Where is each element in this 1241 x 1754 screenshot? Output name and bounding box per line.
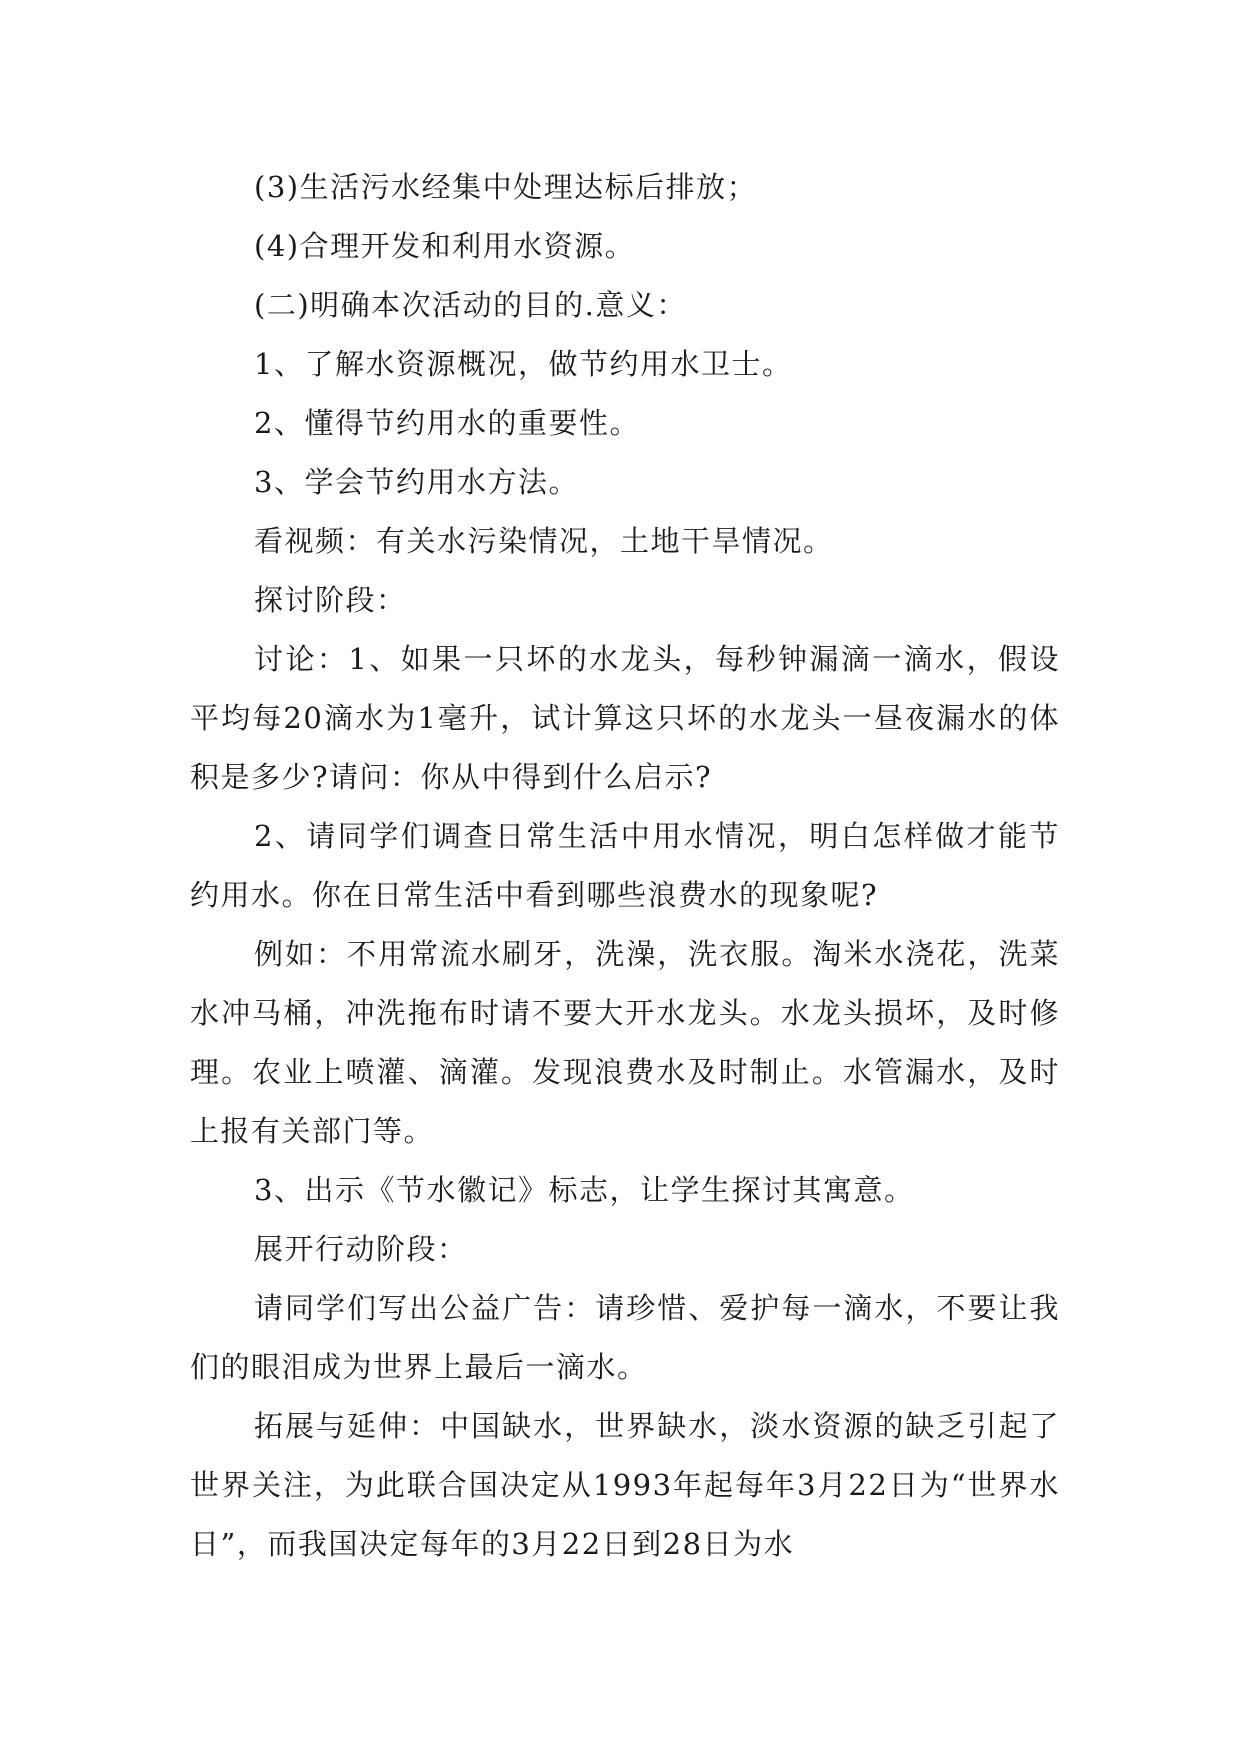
paragraph-examples: 例如：不用常流水刷牙，洗澡，洗衣服。淘米水浇花，洗菜水冲马桶，冲洗拖布时请不要大开水龙头。水龙头损坏，及时修理。农业上喷灌、滴灌。发现浪费水及时制止。水管漏水，及时上报有关部门等。 <box>190 937 1060 1148</box>
paragraph-action-stage: 展开行动阶段： <box>254 1232 468 1266</box>
paragraph-goal-1: 1、了解水资源概况，做节约用水卫士。 <box>254 347 793 381</box>
paragraph-water-resources: (4)合理开发和利用水资源。 <box>254 229 636 263</box>
paragraph-discussion-stage: 探讨阶段： <box>254 583 407 617</box>
paragraph-activity-purpose: (二)明确本次活动的目的.意义： <box>254 288 687 322</box>
paragraph-discussion-2: 2、请同学们调查日常生活中用水情况，明白怎样做才能节约用水。你在日常生活中看到哪些浪费水的现象呢? <box>190 819 1060 912</box>
paragraph-goal-2: 2、懂得节约用水的重要性。 <box>254 406 640 440</box>
paragraph-discussion-3: 3、出示《节水徽记》标志，让学生探讨其寓意。 <box>254 1173 915 1207</box>
paragraph-goal-3: 3、学会节约用水方法。 <box>254 465 579 499</box>
document-body <box>190 158 1060 1574</box>
paragraph-extension: 拓展与延伸：中国缺水，世界缺水，淡水资源的缺乏引起了世界关注，为此联合国决定从1993年起每年3月22日为“世界水日”，而我国决定每年的3月22日到28日为水 <box>190 1409 1060 1561</box>
paragraph-watch-video: 看视频：有关水污染情况，土地干旱情况。 <box>254 524 834 558</box>
paragraph-discussion-1: 讨论：1、如果一只坏的水龙头，每秒钟漏滴一滴水，假设平均每20滴水为1毫升，试计算这只坏的水龙头一昼夜漏水的体积是多少?请问：你从中得到什么启示? <box>190 642 1060 794</box>
paragraph-sewage-treatment: (3)生活污水经集中处理达标后排放； <box>254 170 758 204</box>
paragraph-public-ad: 请同学们写出公益广告：请珍惜、爱护每一滴水，不要让我们的眼泪成为世界上最后一滴水。 <box>190 1291 1060 1384</box>
